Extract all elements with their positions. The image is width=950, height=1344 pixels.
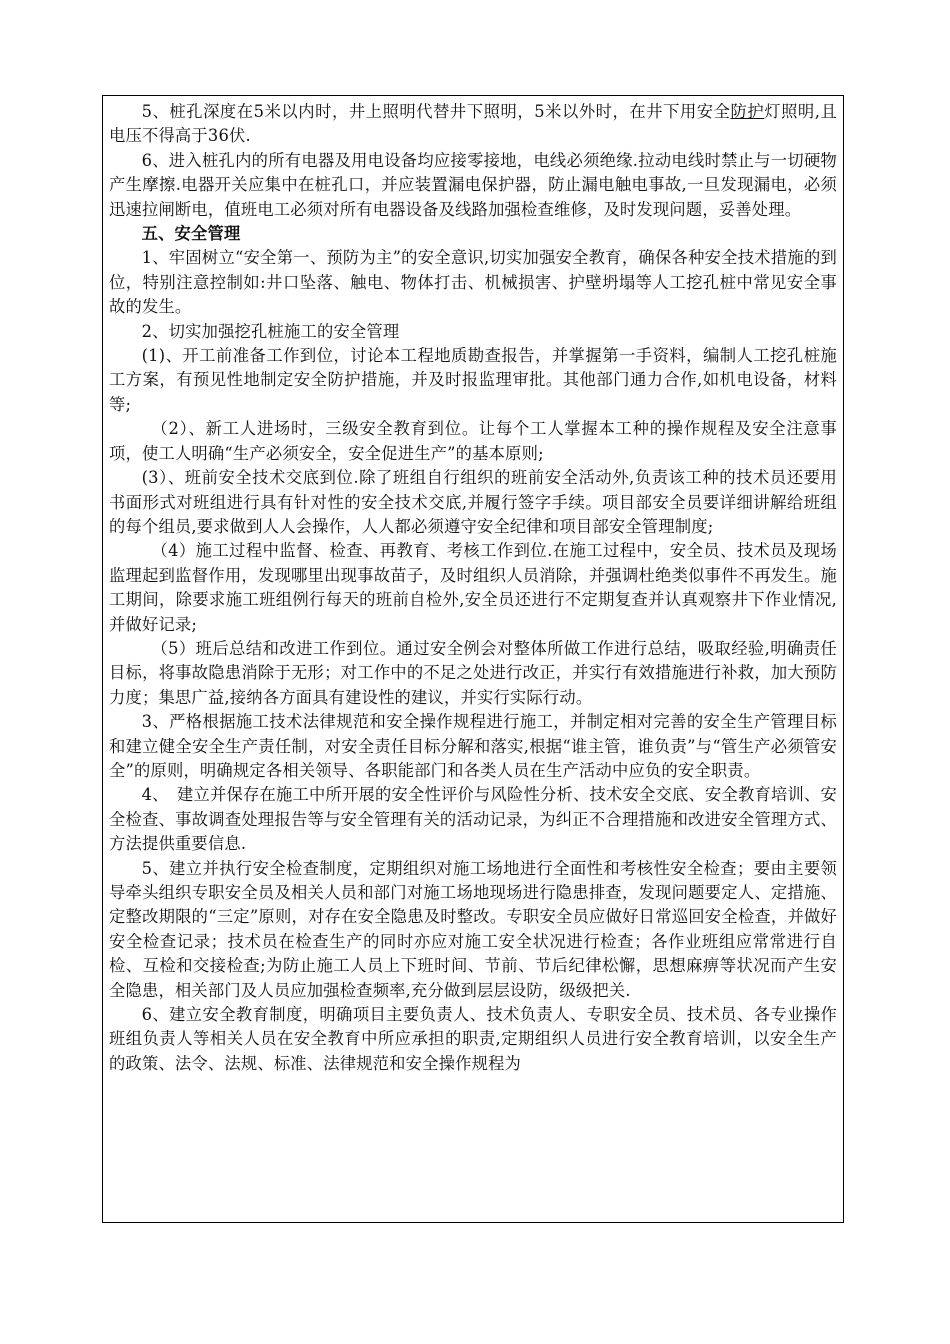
paragraph-education: 6、建立安全教育制度，明确项目主要负责人、技术负责人、专职安全员、技术员、各专业操作班组负责人等相关人员在安全教育中所应承担的职责,定期组织人员进行安全教育培训，以安全生产的政策、法令、法规、标准、法律规范和安全操作规程为: [109, 1005, 837, 1073]
paragraph-records: 4、 建立并保存在施工中所开展的安全性评价与风险性分析、技术安全交底、安全教育培训、安全检查、事故调查处理报告等与安全管理有关的活动记录，为纠正不合理措施和改进安全管理方式、方法提供重要信息.: [109, 785, 837, 854]
text-segment: 5、桩孔深度在5米以内时，井上照明代替井下照明，5米以外时，在井下用安全: [141, 102, 731, 121]
text-segment: 灯照明,且电压不得高于36伏.: [109, 102, 838, 146]
section-heading-safety-management: 五、安全管理: [141, 224, 241, 244]
paragraph-supervision: （4）施工过程中监督、检查、再教育、考核工作到位.在施工过程中，安全员、技术员及现场监理起到监督作用，发现哪里出现事故苗子，及时组织人员消除，并强调杜绝类似事件不再发生。施工期间，除要求施工班组例行每天的班前自检外,安全员还进行不定期复查并认真观察井下作业情况,并做好记录;: [109, 541, 837, 634]
paragraph-electrical-safety: 6、进入桩孔内的所有电器及用电设备均应接零接地，电线必须绝缘.拉动电线时禁止与一切硬物产生摩擦.电器开关应集中在桩孔口，并应装置漏电保护器，防止漏电触电事故,一旦发现漏电，必须迅速拉闸断电，值班电工必须对所有电器设备及线路加强检查维修，及时发现问题，妥善处理。: [109, 150, 837, 219]
paragraph-post-shift-review: （5）班后总结和改进工作到位。通过安全例会对整体所做工作进行总结，吸取经验,明确责任目标，将事故隐患消除于无形；对工作中的不足之处进行改正，并实行有效措施进行补救，加大预防力度；集思广益,接纳各方面具有建设性的建议，并实行实际行动。: [109, 638, 837, 707]
paragraph-preparation: (1)、开工前准备工作到位，讨论本工程地质勘查报告，并掌握第一手资料，编制人工挖孔桩施工方案，有预见性地制定安全防护措施，并及时报监理审批。其他部门通力合作,如机电设备，材料等;: [109, 346, 837, 414]
document-frame: [102, 95, 844, 1223]
paragraph-pile-lighting: [109, 100, 837, 149]
paragraph-new-workers: （2）、新工人进场时，三级安全教育到位。让每个工人掌握本工种的操作规程及安全注意事项，使工人明确“生产必须安全，安全促进生产”的基本原则;: [109, 419, 837, 463]
paragraph-pile-management: 2、切实加强挖孔桩施工的安全管理: [141, 321, 400, 341]
paragraph-safety-awareness: 1、牢固树立“安全第一、预防为主”的安全意识,切实加强安全教育，确保各种安全技术措施的到位，特别注意控制如:井口坠落、触电、物体打击、机械损害、护壁坍塌等人工挖孔桩中常见安全事故的发生。: [109, 248, 837, 317]
paragraph-pre-shift-briefing: (3）、班前安全技术交底到位.除了班组自行组织的班前安全活动外,负责该工种的技术员还要用书面形式对班组进行具有针对性的安全技术交底,并履行签字手续。项目部安全员要详细讲解给班组的每个组员,要求做到人人会操作，人人都必须遵守安全纪律和项目部安全管理制度;: [109, 468, 837, 536]
underlined-text: 防护: [730, 102, 765, 121]
paragraph-regulations: 3、严格根据施工技术法律规范和安全操作规程进行施工，并制定相对完善的安全生产管理目标和建立健全安全生产责任制，对安全责任目标分解和落实,根据“谁主管，谁负责”与“管生产必须管安全”的原则，明确规定各相关领导、各职能部门和各类人员在生产活动中应负的安全职责。: [109, 712, 837, 780]
paragraph-inspection: 5、建立并执行安全检查制度，定期组织对施工场地进行全面性和考核性安全检查；要由主要领导牵头组织专职安全员及相关人员和部门对施工场地现场进行隐患排查，发现问题要定人、定措施、定整改期限的“三定”原则，对存在安全隐患及时整改。专职安全员应做好日常巡回安全检查，并做好安全检查记录；技术员在检查生产的同时亦应对施工安全状况进行检查；各作业班组应常常进行自检、互检和交接检查;为防止施工人员上下班时间、节前、节后纪律松懈，思想麻痹等状况而产生安全隐患，相关部门及人员应加强检查频率,充分做到层层设防，级级把关.: [109, 858, 837, 1000]
